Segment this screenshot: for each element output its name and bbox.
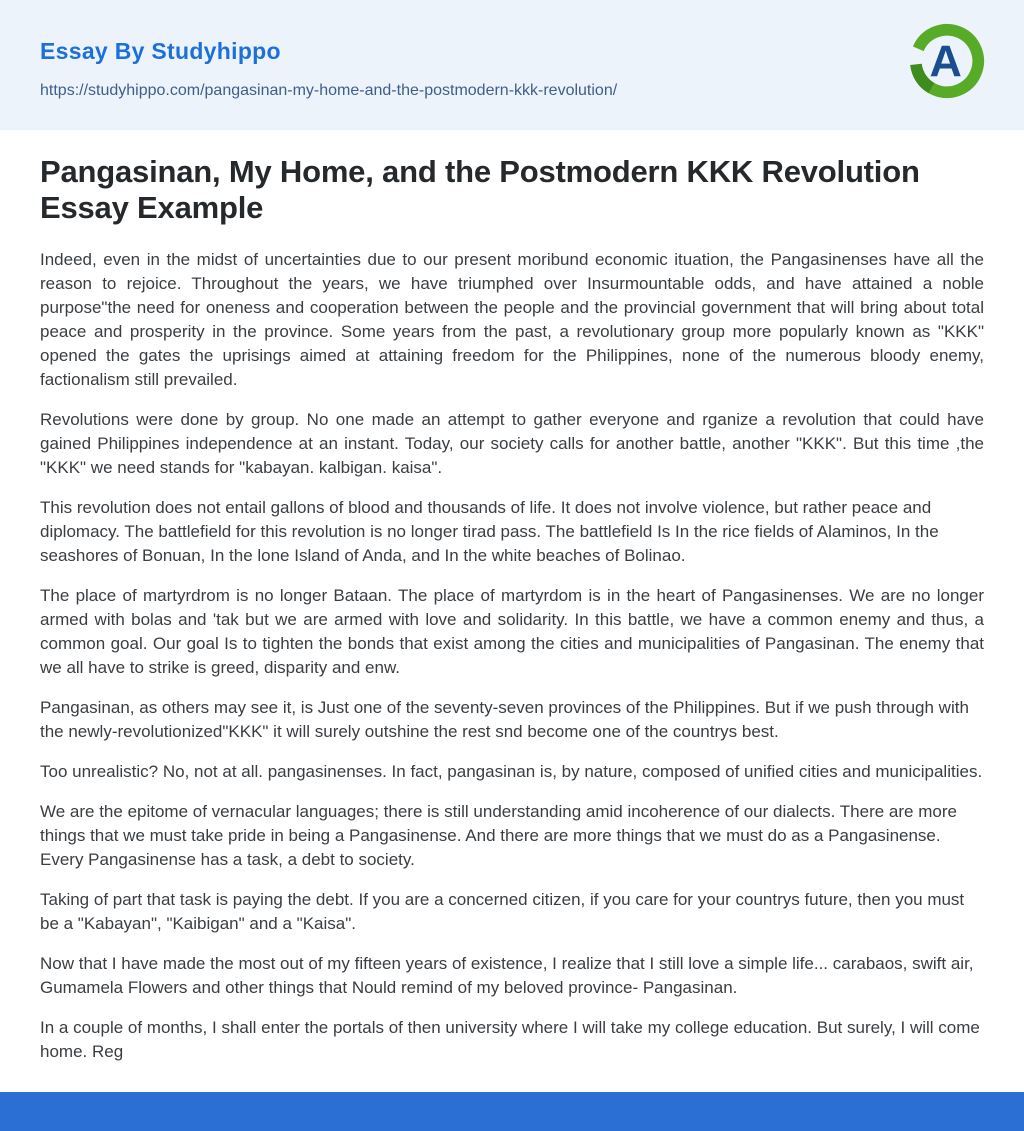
studyhippo-logo[interactable] — [908, 22, 986, 100]
essay-paragraph: We are the epitome of vernacular languages; there is still understanding amid incoherence of our dialects. There are more things that we must take pride in being a Pangasinense. And there are more things that we must do as a Pangasinense. Every Pangasinense has a task, a debt to society. — [40, 801, 957, 869]
essay-paragraph: The place of martyrdrom is no longer Bataan. The place of martyrdom is in the heart of Pangasinenses. We are no longer armed with bolas and 'tak but we are armed with love and solidarity. In this battle, we have a common enemy and thus, a common goal. Our goal Is to tighten the bonds that exist among the cities and municipalities of Pangasinan. The enemy that we all have to strike is greed, disparity and enw. — [40, 585, 984, 677]
essay-paragraph: Pangasinan, as others may see it, is Just one of the seventy-seven provinces of the Philippines. But if we push through with the newly-revolutionized"KKK" it will surely outshine the rest snd become one of the countrys best. — [40, 697, 969, 741]
essay-paragraph: Indeed, even in the midst of uncertainties due to our present moribund economic ituation, the Pangasinenses have all the reason to rejoice. Throughout the years, we have triumphed over Insurmountable odds, and have attained a noble purpose"the need for oneness and cooperation between the people and the provincial government that will bring about total peace and prosperity in the province. Some years from the past, a revolutionary group more popularly known as "KKK" opened the gates the uprisings aimed at attaining freedom for the Philippines, none of the numerous bloody enemy, factionalism still prevailed. — [40, 249, 984, 389]
footer-bar — [0, 1092, 1024, 1131]
essay-paragraph: Taking of part that task is paying the debt. If you are a concerned citizen, if you care for your countrys future, then you must be a "Kabayan", "Kaibigan" and a "Kaisa". — [40, 889, 965, 933]
essay-paragraph: Too unrealistic? No, not at all. pangasinenses. In fact, pangasinan is, by nature, composed of unified cities and municipalities. — [40, 761, 983, 781]
essay-paragraph: Now that I have made the most out of my fifteen years of existence, I realize that I still love a simple life... carabaos, swift air, Gumamela Flowers and other things that Nould remind of my beloved province- Pangasinan. — [40, 953, 974, 997]
logo-ring-icon — [908, 22, 986, 100]
site-header — [0, 0, 1024, 130]
site-title: Essay By Studyhippo — [40, 38, 281, 64]
essay-paragraph: Revolutions were done by group. No one made an attempt to gather everyone and rganize a revolution that could have gained Philippines independence at an instant. Today, our society calls for another battle, another "KKK". But this time ,the "KKK" we need stands for "kabayan. kalbigan. kaisa". — [40, 409, 984, 477]
essay-paragraph: In a couple of months, I shall enter the portals of then university where I will take my college education. But surely, I will come home. Reg — [40, 1017, 980, 1061]
essay-content — [0, 130, 1024, 1064]
page-url-link[interactable]: https://studyhippo.com/pangasinan-my-home-and-the-postmodern-kkk-revolution/ — [40, 82, 618, 99]
header-text — [40, 38, 884, 100]
essay-paragraph: This revolution does not entail gallons of blood and thousands of life. It does not involve violence, but rather peace and diplomacy. The battlefield for this revolution is no longer tirad pass. The battlefield Is In the rice fields of Alaminos, In the seashores of Bonuan, In the lone Island of Anda, and In the white beaches of Bolinao. — [40, 497, 939, 565]
essay-title: Pangasinan, My Home, and the Postmodern KKK Revolution Essay Example — [40, 154, 920, 225]
logo-letter: A — [929, 35, 962, 87]
